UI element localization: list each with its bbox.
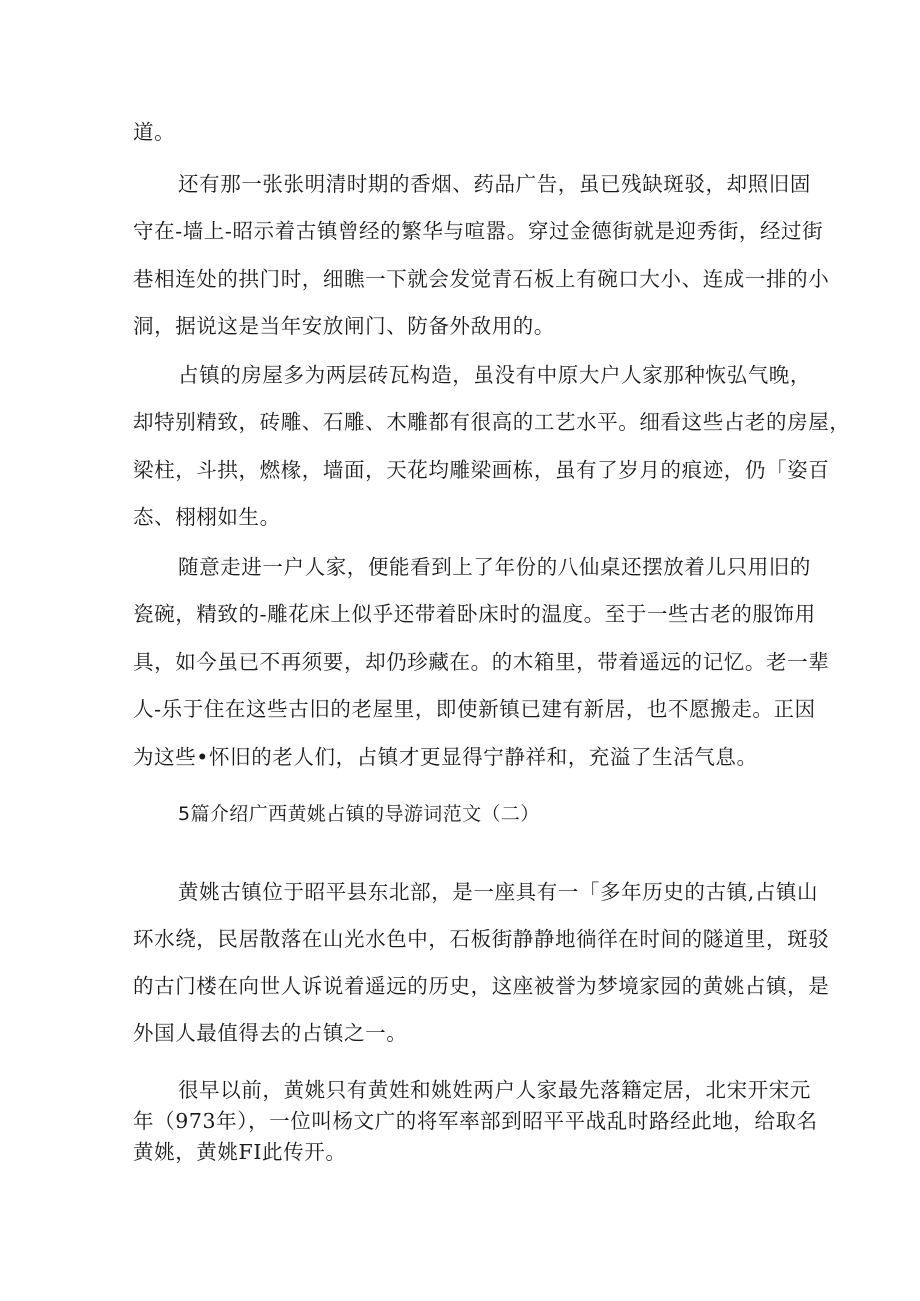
paragraph-5-line-1: 很早以前，黄姚只有黄姓和姚姓两户人家最先落籍定居，北宋开宋元: [178, 1078, 811, 1102]
paragraph-4-line-3: 的古门楼在向世人诉说着遥远的历史，这座被誉为梦境家园的黄姚占镇，是: [133, 974, 830, 998]
paragraph-2-line-2: 却特别精致，砖雕、石雕、木雕都有很高的工艺水平。细看这些占老的房屋，: [133, 410, 851, 434]
paragraph-2-line-1: 占镇的房屋多为两层砖瓦构造，虽没有中原大户人家那种恢弘气晚，: [178, 363, 811, 387]
paragraph-1-line-3: 巷相连处的拱门时，细瞧一下就会发觉青石板上有碗口大小、连成一排的小: [133, 267, 830, 291]
paragraph-3-line-3: 具，如今虽已不再须要，却仍珍藏在。的木箱里，带着遥远的记忆。老一辈: [133, 650, 830, 674]
paragraph-4-line-1: 黄姚古镇位于昭平县东北部，是一座具有一「多年历史的古镇,占镇山: [178, 880, 819, 904]
section-heading: 5篇介绍广西黄姚占镇的导游词范文（二）: [178, 803, 540, 825]
paragraph-2-line-3: 梁柱，斗拱，燃椽，墙面，天花均雕梁画栋，虽有了岁月的痕迹，仍「姿百: [133, 458, 830, 482]
paragraph-0-line-1: 道。: [133, 120, 176, 144]
paragraph-3-line-1: 随意走进一户人家，便能看到上了年份的八仙桌还摆放着儿只用旧的: [178, 555, 811, 579]
paragraph-2-line-4: 态、栩栩如生。: [133, 505, 281, 529]
paragraph-1-line-4: 洞，据说这是当年安放闸门、防备外敌用的。: [133, 314, 555, 338]
paragraph-4-line-2: 环水绕，民居散落在山光水色中，石板街静静地徜徉在时间的隧道里，斑驳: [133, 927, 830, 951]
paragraph-5-line-2: 年（973年），一位叫杨文广的将军率部到昭平平战乱时路经此地，给取名: [133, 1109, 818, 1133]
paragraph-1-line-1: 还有那一张张明清时期的香烟、药品广告，虽已残缺斑驳，却照旧固: [178, 172, 811, 196]
paragraph-3-line-2: 瓷碗，精致的-雕花床上似乎还带着卧床时的温度。至于一些古老的服饰用: [133, 602, 816, 626]
paragraph-1-line-2: 守在-墙上-昭示着古镇曾经的繁华与喧嚣。穿过金德街就是迎秀街，经过街: [133, 219, 824, 243]
paragraph-3-line-5: 为这些•怀旧的老人们，占镇才更显得宁静祥和，充溢了生活气息。: [133, 745, 758, 769]
paragraph-4-line-4: 外国人最值得去的占镇之一。: [133, 1021, 408, 1045]
paragraph-3-line-4: 人-乐于住在这些古旧的老屋里，即使新镇已建有新居，也不愿搬走。正因: [133, 697, 816, 721]
paragraph-5-line-3: 黄姚，黄姚FI此传开。: [133, 1140, 347, 1164]
